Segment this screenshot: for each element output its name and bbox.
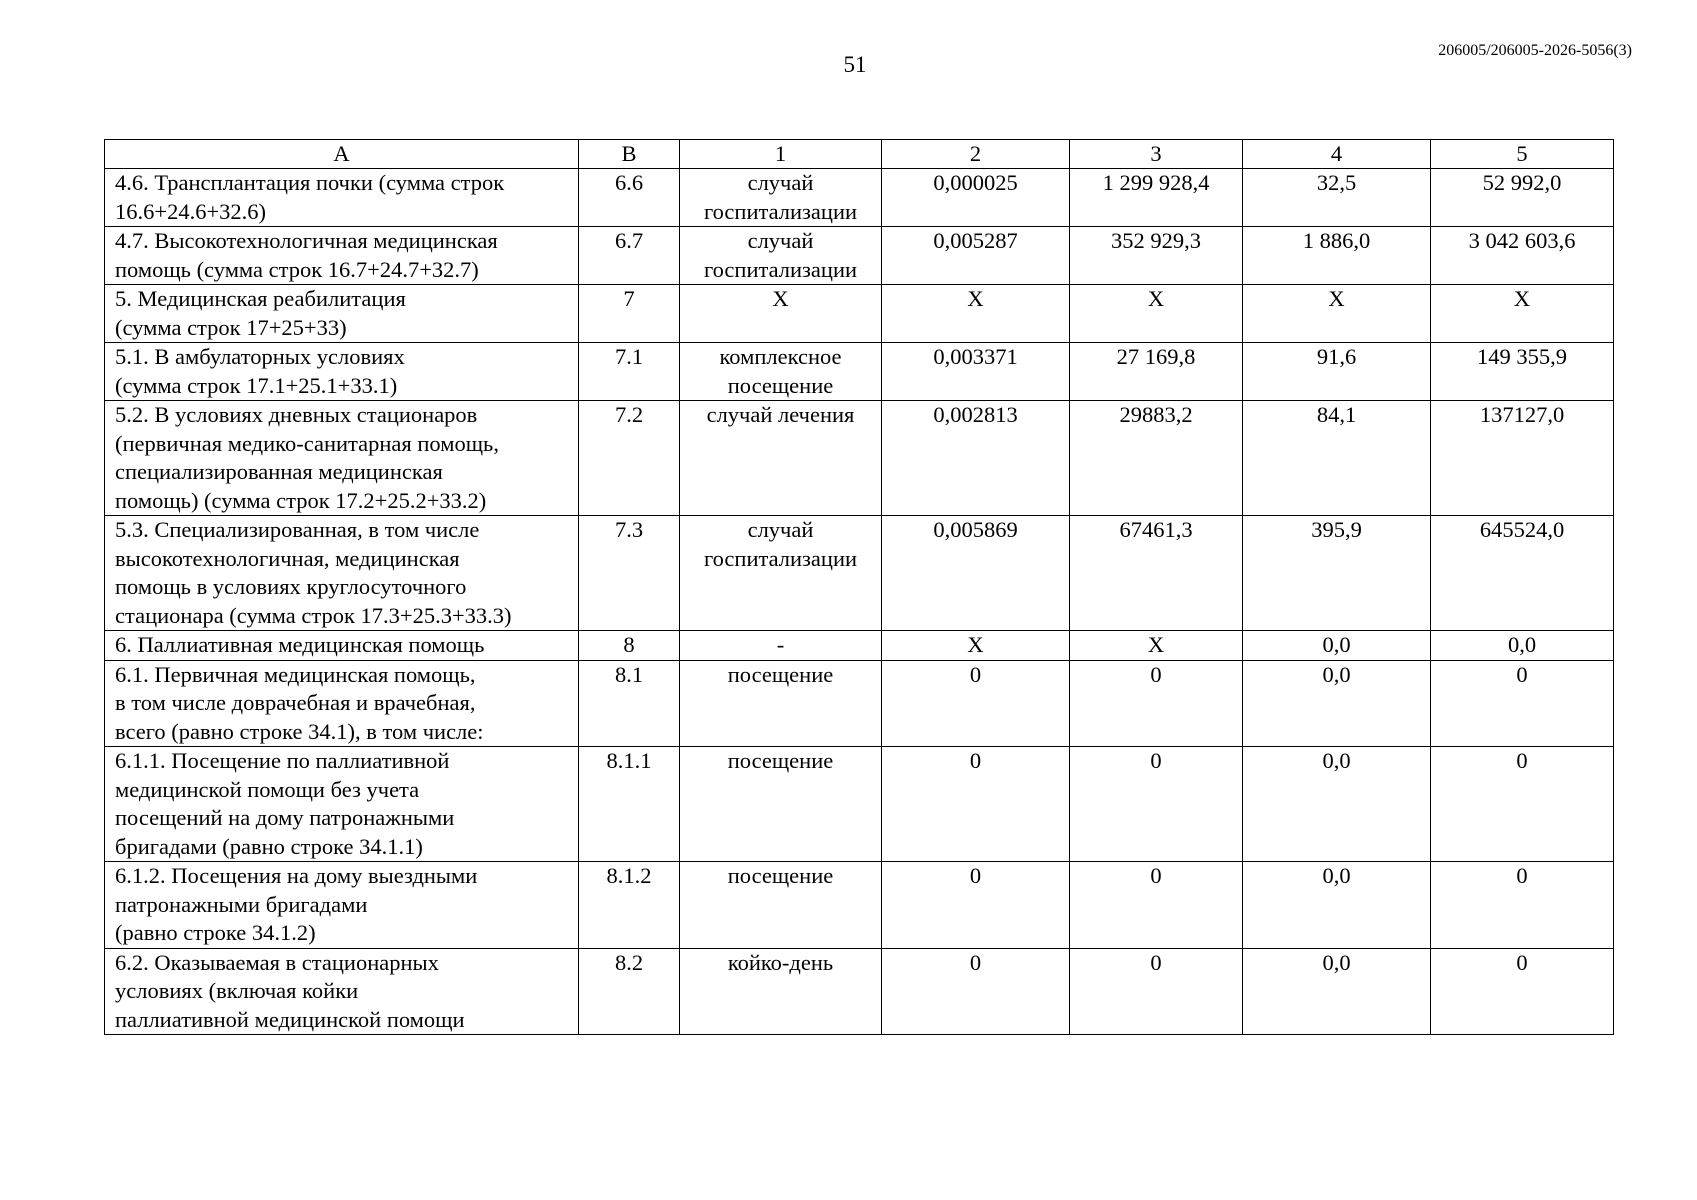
page-number: 51 bbox=[843, 52, 867, 77]
row-col3-cell: 0 bbox=[1070, 660, 1243, 747]
row-col4-cell: Х bbox=[1243, 285, 1431, 343]
row-col4-cell: 0,0 bbox=[1243, 862, 1431, 949]
row-col3-cell: 0 bbox=[1070, 948, 1243, 1035]
row-name-line: (первичная медико-санитарная помощь, bbox=[115, 430, 499, 456]
row-name-line: 5.3. Специализированная, в том числе bbox=[115, 517, 480, 542]
row-code-cell: 7 bbox=[579, 285, 680, 343]
row-unit-cell: посещение bbox=[680, 862, 882, 949]
row-col2-cell: 0,002813 bbox=[882, 401, 1070, 516]
row-unit-cell: Х bbox=[680, 285, 882, 343]
row-name-cell bbox=[105, 343, 579, 401]
row-name-line: 6. Паллиативная медицинская помощь bbox=[115, 632, 485, 657]
row-name-line: 4.7. Высокотехнологичная медицинская bbox=[115, 228, 498, 253]
row-unit-cell: случай госпитализации bbox=[680, 227, 882, 285]
row-unit-cell: посещение bbox=[680, 660, 882, 747]
row-col3-cell: 29883,2 bbox=[1070, 401, 1243, 516]
row-col2-cell: Х bbox=[882, 631, 1070, 661]
row-name-line: 6.1.1. Посещение по паллиативной bbox=[115, 748, 450, 773]
row-col2-cell: 0,005287 bbox=[882, 227, 1070, 285]
table-row bbox=[105, 631, 1614, 661]
row-code-cell: 7.2 bbox=[579, 401, 680, 516]
row-name-cell bbox=[105, 285, 579, 343]
row-col5-cell: 0 bbox=[1431, 948, 1614, 1035]
table-row bbox=[105, 516, 1614, 631]
row-col3-cell: 67461,3 bbox=[1070, 516, 1243, 631]
row-name-line: помощь) (сумма строк 17.2+25.2+33.2) bbox=[115, 487, 487, 513]
row-name-line: (сумма строк 17+25+33) bbox=[115, 314, 347, 340]
row-col5-cell: 0 bbox=[1431, 862, 1614, 949]
row-col3-cell: 1 299 928,4 bbox=[1070, 169, 1243, 227]
row-name-line: 6.1.2. Посещения на дому выездными bbox=[115, 863, 478, 888]
row-unit-cell: посещение bbox=[680, 747, 882, 862]
row-code-cell: 8.1.2 bbox=[579, 862, 680, 949]
row-name-cell bbox=[105, 631, 579, 661]
table-row bbox=[105, 227, 1614, 285]
row-col2-cell: 0 bbox=[882, 747, 1070, 862]
row-col2-cell: 0 bbox=[882, 862, 1070, 949]
row-code-cell: 8.2 bbox=[579, 948, 680, 1035]
row-name-line: 4.6. Трансплантация почки (сумма строк bbox=[115, 170, 505, 195]
row-name-line: всего (равно строке 34.1), в том числе: bbox=[115, 718, 484, 744]
row-name-cell bbox=[105, 948, 579, 1035]
row-unit-cell: койко-день bbox=[680, 948, 882, 1035]
row-col3-cell: 0 bbox=[1070, 747, 1243, 862]
row-name-line: (равно строке 34.1.2) bbox=[115, 920, 316, 945]
row-unit-cell: - bbox=[680, 631, 882, 661]
header-cell-1: 1 bbox=[680, 140, 882, 169]
row-unit-cell: случай лечения bbox=[680, 401, 882, 516]
row-name-cell bbox=[105, 169, 579, 227]
row-code-cell: 8.1.1 bbox=[579, 747, 680, 862]
row-col5-cell: 137127,0 bbox=[1431, 401, 1614, 516]
row-col5-cell: 0,0 bbox=[1431, 631, 1614, 661]
row-col3-cell: 0 bbox=[1070, 862, 1243, 949]
row-col5-cell: 149 355,9 bbox=[1431, 343, 1614, 401]
row-code-cell: 6.7 bbox=[579, 227, 680, 285]
row-col4-cell: 91,6 bbox=[1243, 343, 1431, 401]
row-col5-cell: 0 bbox=[1431, 747, 1614, 862]
row-name-line: посещений на дому патронажными bbox=[115, 805, 455, 830]
row-name-line: специализированная медицинская bbox=[115, 459, 443, 484]
row-col2-cell: 0,005869 bbox=[882, 516, 1070, 631]
indicators-table bbox=[104, 139, 1614, 1035]
row-name-line: 16.6+24.6+32.6) bbox=[115, 198, 266, 224]
row-code-cell: 7.3 bbox=[579, 516, 680, 631]
header-cell-5: 5 bbox=[1431, 140, 1614, 169]
header-cell-4: 4 bbox=[1243, 140, 1431, 169]
row-col2-cell: Х bbox=[882, 285, 1070, 343]
row-col3-cell: Х bbox=[1070, 631, 1243, 661]
row-col4-cell: 1 886,0 bbox=[1243, 227, 1431, 285]
row-code-cell: 7.1 bbox=[579, 343, 680, 401]
table-row bbox=[105, 401, 1614, 516]
row-col3-cell: 352 929,3 bbox=[1070, 227, 1243, 285]
row-name-line: высокотехнологичная, медицинская bbox=[115, 545, 460, 571]
row-col5-cell: 645524,0 bbox=[1431, 516, 1614, 631]
row-name-line: (сумма строк 17.1+25.1+33.1) bbox=[115, 372, 398, 398]
row-col4-cell: 0,0 bbox=[1243, 948, 1431, 1035]
row-col4-cell: 0,0 bbox=[1243, 747, 1431, 862]
row-col5-cell: 3 042 603,6 bbox=[1431, 227, 1614, 285]
row-name-cell bbox=[105, 747, 579, 862]
row-code-cell: 8 bbox=[579, 631, 680, 661]
row-col4-cell: 0,0 bbox=[1243, 631, 1431, 661]
header-cell-2: 2 bbox=[882, 140, 1070, 169]
header-cell-a: А bbox=[105, 140, 579, 169]
row-name-cell bbox=[105, 401, 579, 516]
table-body bbox=[105, 140, 1614, 1035]
row-name-cell bbox=[105, 862, 579, 949]
row-col3-cell: 27 169,8 bbox=[1070, 343, 1243, 401]
row-name-line: 5.1. В амбулаторных условиях bbox=[115, 344, 405, 369]
header-cell-b: В bbox=[579, 140, 680, 169]
row-name-line: помощь в условиях круглосуточного bbox=[115, 574, 467, 599]
row-col5-cell: Х bbox=[1431, 285, 1614, 343]
row-col3-cell: Х bbox=[1070, 285, 1243, 343]
row-col2-cell: 0,000025 bbox=[882, 169, 1070, 227]
table-row bbox=[105, 169, 1614, 227]
table-row bbox=[105, 285, 1614, 343]
row-col5-cell: 52 992,0 bbox=[1431, 169, 1614, 227]
document-code: 206005/206005-2026-5056(3) bbox=[1438, 42, 1632, 59]
row-name-line: патронажными бригадами bbox=[115, 891, 368, 917]
row-col5-cell: 0 bbox=[1431, 660, 1614, 747]
row-code-cell: 8.1 bbox=[579, 660, 680, 747]
row-name-line: стационара (сумма строк 17.3+25.3+33.3) bbox=[115, 602, 512, 628]
table-row bbox=[105, 660, 1614, 747]
row-name-line: в том числе доврачебная и врачебная, bbox=[115, 690, 476, 715]
row-unit-cell: случай госпитализации bbox=[680, 516, 882, 631]
row-name-line: 6.2. Оказываемая в стационарных bbox=[115, 949, 439, 975]
row-col4-cell: 395,9 bbox=[1243, 516, 1431, 631]
table-row bbox=[105, 343, 1614, 401]
row-name-line: 5.2. В условиях дневных стационаров bbox=[115, 402, 478, 427]
row-name-line: паллиативной медицинской помощи bbox=[115, 1006, 465, 1032]
row-col4-cell: 84,1 bbox=[1243, 401, 1431, 516]
row-name-line: медицинской помощи без учета bbox=[115, 776, 420, 802]
row-unit-cell: комплексное посещение bbox=[680, 343, 882, 401]
row-col2-cell: 0 bbox=[882, 948, 1070, 1035]
header-cell-3: 3 bbox=[1070, 140, 1243, 169]
row-col4-cell: 32,5 bbox=[1243, 169, 1431, 227]
row-name-line: условиях (включая койки bbox=[115, 978, 359, 1003]
table-row bbox=[105, 862, 1614, 949]
row-name-cell bbox=[105, 516, 579, 631]
table-header-row bbox=[105, 140, 1614, 169]
row-col2-cell: 0,003371 bbox=[882, 343, 1070, 401]
row-name-cell bbox=[105, 227, 579, 285]
row-code-cell: 6.6 bbox=[579, 169, 680, 227]
table-row bbox=[105, 948, 1614, 1035]
row-name-line: 6.1. Первичная медицинская помощь, bbox=[115, 661, 476, 687]
table-row bbox=[105, 747, 1614, 862]
row-col4-cell: 0,0 bbox=[1243, 660, 1431, 747]
row-col2-cell: 0 bbox=[882, 660, 1070, 747]
row-name-cell bbox=[105, 660, 579, 747]
row-unit-cell: случай госпитализации bbox=[680, 169, 882, 227]
row-name-line: помощь (сумма строк 16.7+24.7+32.7) bbox=[115, 256, 479, 282]
row-name-line: 5. Медицинская реабилитация bbox=[115, 286, 406, 311]
row-name-line: бригадами (равно строке 34.1.1) bbox=[115, 833, 423, 859]
